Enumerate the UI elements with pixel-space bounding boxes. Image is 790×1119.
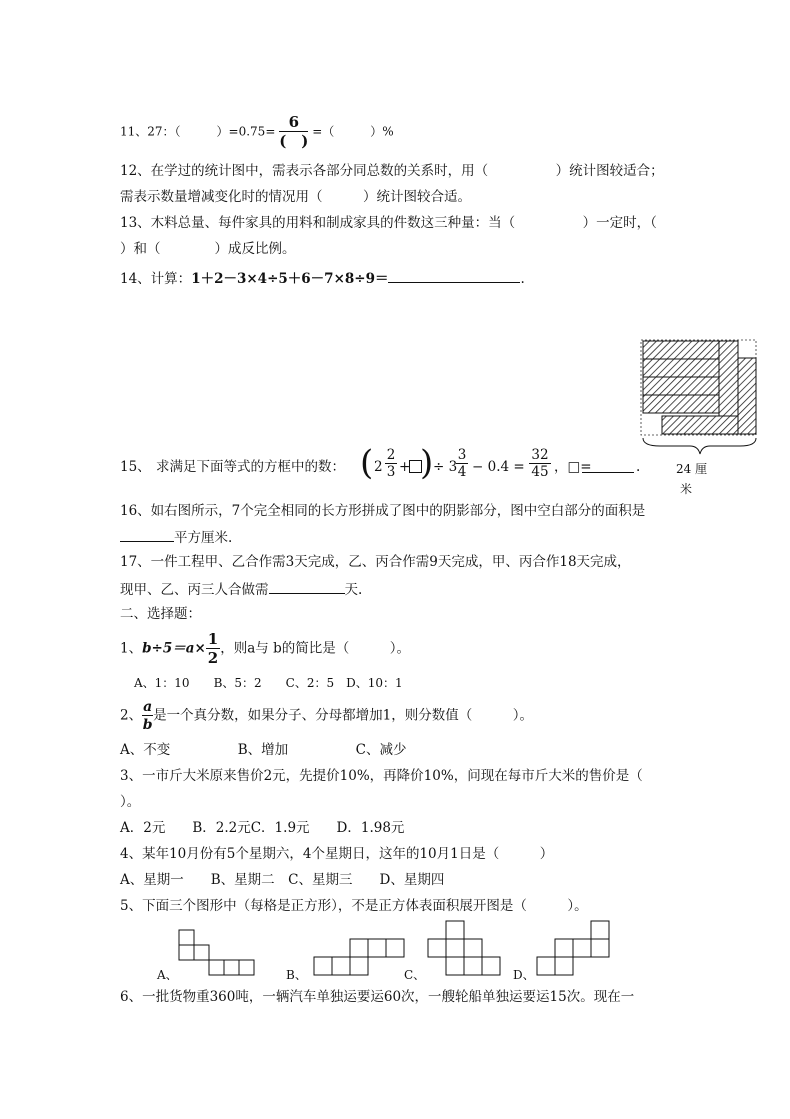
q15-frac1-den: 3 (386, 464, 396, 480)
q13-line2: ）和（ ）成反比例。 (120, 241, 296, 257)
net-a (179, 930, 254, 975)
q17-line1: 17、一件工程甲、乙合作需3天完成，乙、丙合作需9天完成，甲、丙合作18天完成， (120, 554, 631, 570)
section2-title: 二、选择题： (120, 606, 201, 622)
figure-label-a: 24 厘 (676, 462, 708, 476)
q11-part-a: 11、27：（ ）=0.75= (120, 124, 276, 139)
q15-frac2-den: 4 (457, 464, 467, 480)
q14-prefix: 14、计算： (120, 271, 192, 287)
c3-line2: ）。 (120, 794, 141, 810)
c5-label-a: A、 (157, 968, 178, 982)
c5-line1: 5、下面三个图形中（每格是正方形），不是正方体表面积展开图是（ ）。 (120, 898, 588, 914)
q15-frac1-num: 2 (386, 447, 396, 463)
q15-whole: 2 (374, 459, 383, 475)
q17-text-b: 天. (344, 582, 363, 598)
c1-frac-num: 1 (207, 630, 219, 648)
net-b (314, 939, 404, 975)
q15-end: ，□= (554, 459, 592, 475)
q14-suffix: . (520, 271, 525, 287)
c5-label-d: D、 (513, 968, 535, 982)
q15-number: 15、 (120, 459, 151, 475)
q16-line1: 16、如右图所示，7个完全相同的长方形拼成了图中的阴影部分，图中空白部分的面积是 (120, 503, 646, 519)
q15-text: 求满足下面等式的方框中的数： (156, 459, 345, 475)
q14-expression: 1＋2－3×4÷5＋6－7×8÷9＝ (191, 271, 389, 287)
c1-pre: 1、 (120, 640, 143, 657)
c3-options: A．2元 B．2.2元C．1.9元 D．1.98元 (120, 820, 405, 836)
net-c (428, 921, 500, 975)
q15-frac3-den: 45 (531, 464, 549, 480)
q11-frac-den: ( ) (279, 132, 309, 150)
c2-pre: 2、 (120, 707, 143, 724)
c1-expression: b÷5＝a× (142, 640, 206, 657)
q12-line1: 12、在学过的统计图中，需表示各部分同总数的关系时，用（ ）统计图较适合； (120, 163, 664, 179)
c5-label-b: B、 (286, 968, 307, 982)
c1-post: ，则a与 b的简比是（ ）。 (220, 640, 410, 657)
c1-options: A、1：10 B、5：2 C、2：5 D、10：1 (134, 676, 403, 690)
q11-frac-num: 6 (279, 115, 308, 132)
q15-frac3-num: 32 (529, 447, 551, 464)
q13-line1: 13、木料总量、每件家具的用料和制成家具的件数这三种量：当（ ）一定时，（ (120, 215, 657, 231)
c3-line1: 3、一市斤大米原来售价2元，先提价10%，再降价10%，问现在每市斤大米的售价是（ (120, 768, 643, 784)
q17-text-a: 现甲、乙、丙三人合做需 (120, 582, 269, 598)
c4-options: A、星期一 B、星期二 C、星期三 D、星期四 (120, 872, 445, 888)
q15-tail: − 0.4 = (472, 459, 525, 475)
c6-line1: 6、一批货物重360吨，一辆汽车单独运要运60次，一艘轮船单独运要运15次。现在一 (120, 989, 635, 1005)
c2-frac-den: b (142, 717, 153, 733)
q15-period: . (636, 459, 641, 475)
c1-frac-den: 2 (207, 649, 219, 667)
figure-label-b: 米 (680, 482, 693, 496)
c4-line1: 4、某年10月份有5个星期六，4个星期日，这年的10月1日是（ ） (120, 846, 554, 862)
q15-divide: ÷ 3 (433, 459, 458, 475)
c2-post: 是一个真分数，如果分子、分母都增加1，则分数值（ ）。 (153, 707, 534, 724)
c2-frac-num: a (143, 699, 153, 715)
c5-label-c: C、 (404, 968, 426, 982)
net-d (537, 921, 609, 975)
q15-frac2-num: 3 (457, 447, 467, 463)
q12-line2: 需表示数量增减变化时的情况用（ ）统计图较合适。 (120, 189, 471, 205)
q16-text: 平方厘米. (174, 530, 233, 546)
c2-options: A、不变 B、增加 C、减少 (120, 742, 407, 758)
q11-part-b: =（ ）% (312, 124, 394, 139)
